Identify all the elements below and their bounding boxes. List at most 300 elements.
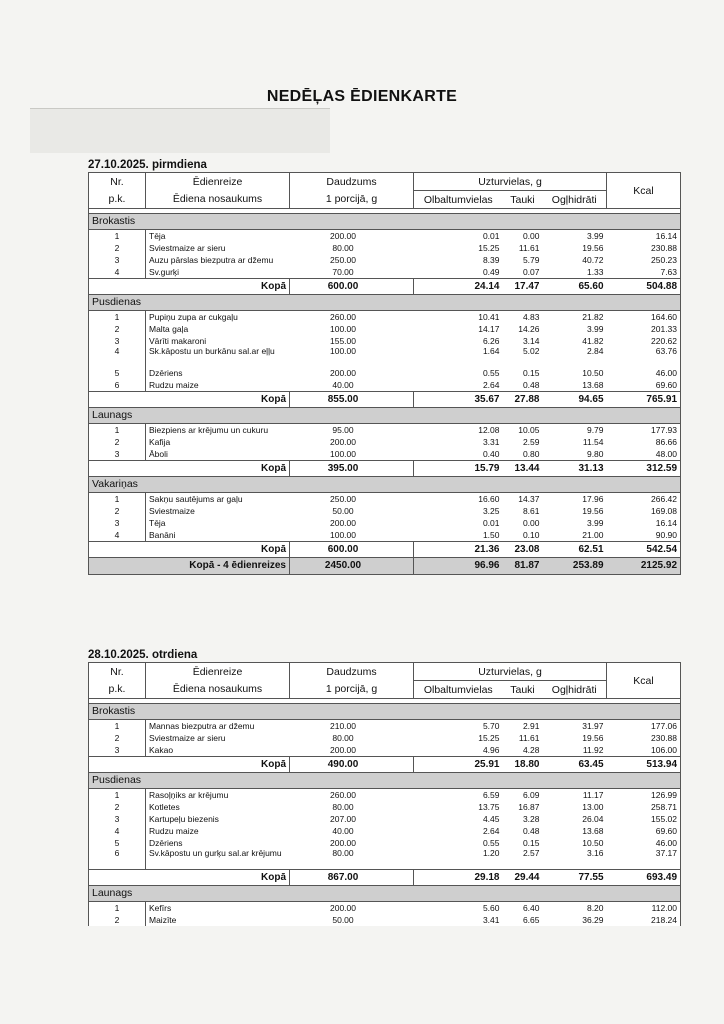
item-qty: 80.00 <box>332 849 354 858</box>
item-carbs: 11.54 <box>582 437 604 447</box>
total-kcal: 693.49 <box>607 870 681 886</box>
header-qty: Daudzums <box>290 663 414 681</box>
item-name: Kafija <box>146 436 290 448</box>
table-row <box>89 505 681 517</box>
header-dish: Ēdiena nosaukums <box>146 681 290 699</box>
item-qty: 210.00 <box>330 721 356 731</box>
item-nr: 5 <box>89 367 146 379</box>
day-section-monday <box>88 158 680 575</box>
item-kcal: 169.08 <box>607 505 681 517</box>
table-row <box>89 367 681 379</box>
item-fat: 0.00 <box>522 231 540 241</box>
total-carbs: 62.51 <box>543 542 607 558</box>
item-name: Rudzu maize <box>146 379 290 392</box>
item-carbs: 26.04 <box>582 814 604 824</box>
item-carbs: 10.50 <box>582 838 604 848</box>
item-name: Kotletes <box>146 801 290 813</box>
header-nutrients: Uzturvielas, g <box>414 173 607 191</box>
item-name: Sv.gurķi <box>146 266 290 279</box>
item-fat: 6.09 <box>522 790 540 800</box>
item-name: Maizīte <box>146 914 290 926</box>
item-nr: 2 <box>89 732 146 744</box>
item-kcal: 220.62 <box>607 335 681 347</box>
item-qty: 80.00 <box>332 733 354 743</box>
item-qty: 155.00 <box>330 336 356 346</box>
item-carbs: 13.68 <box>582 380 604 390</box>
meal-name: Brokastis <box>89 214 681 230</box>
item-protein: 0.40 <box>482 449 500 459</box>
table-row <box>89 825 681 837</box>
table-row <box>89 849 681 870</box>
item-carbs: 13.00 <box>582 802 604 812</box>
meal-total-row <box>89 542 681 558</box>
item-name: Dzēriens <box>146 837 290 849</box>
item-fat: 6.65 <box>522 915 540 925</box>
item-kcal: 46.00 <box>607 837 681 849</box>
item-nr: 3 <box>89 744 146 757</box>
item-nr: 2 <box>89 436 146 448</box>
item-kcal: 177.93 <box>607 424 681 437</box>
item-kcal: 155.02 <box>607 813 681 825</box>
item-protein: 6.59 <box>482 790 500 800</box>
item-nr: 3 <box>89 813 146 825</box>
meal-header-row <box>89 773 681 789</box>
total-kcal: 504.88 <box>607 279 681 295</box>
item-kcal: 230.88 <box>607 732 681 744</box>
meal-header-row <box>89 295 681 311</box>
total-protein: 25.91 <box>414 757 503 773</box>
item-protein: 3.25 <box>482 506 500 516</box>
item-qty: 250.00 <box>330 494 356 504</box>
total-kcal: 312.59 <box>607 461 681 477</box>
item-qty: 260.00 <box>330 790 356 800</box>
meal-total-row <box>89 757 681 773</box>
item-carbs: 21.00 <box>582 530 604 540</box>
item-qty: 100.00 <box>330 347 356 356</box>
item-name: Āboli <box>146 448 290 461</box>
table-row <box>89 436 681 448</box>
item-protein: 2.64 <box>482 826 500 836</box>
item-protein: 3.31 <box>482 437 500 447</box>
item-kcal: 201.33 <box>607 323 681 335</box>
item-fat: 5.02 <box>522 347 540 356</box>
item-qty: 70.00 <box>332 267 354 277</box>
total-carbs: 77.55 <box>543 870 607 886</box>
item-carbs: 11.17 <box>582 790 604 800</box>
table-row <box>89 493 681 506</box>
table-row <box>89 230 681 243</box>
total-protein: 15.79 <box>414 461 503 477</box>
meal-name: Brokastis <box>89 704 681 720</box>
item-fat: 0.80 <box>522 449 540 459</box>
item-protein: 16.60 <box>478 494 500 504</box>
item-kcal: 177.06 <box>607 720 681 733</box>
item-carbs: 9.80 <box>586 449 604 459</box>
item-nr: 3 <box>89 448 146 461</box>
table-row <box>89 529 681 542</box>
item-qty: 40.00 <box>332 380 354 390</box>
item-name: Vārīti makaroni <box>146 335 290 347</box>
item-protein: 6.26 <box>482 336 500 346</box>
item-fat: 14.37 <box>518 494 540 504</box>
item-fat: 0.48 <box>522 826 540 836</box>
total-fat: 13.44 <box>503 461 543 477</box>
header-subrow <box>89 191 681 209</box>
total-fat: 18.80 <box>503 757 543 773</box>
item-kcal: 16.14 <box>607 517 681 529</box>
total-carbs: 31.13 <box>543 461 607 477</box>
item-nr: 3 <box>89 254 146 266</box>
header-pk: p.k. <box>89 681 146 699</box>
item-fat: 0.15 <box>522 368 540 378</box>
header-qty: Daudzums <box>290 173 414 191</box>
item-kcal: 106.00 <box>607 744 681 757</box>
table-row <box>89 242 681 254</box>
table-row <box>89 789 681 802</box>
item-qty: 200.00 <box>330 437 356 447</box>
item-kcal: 164.60 <box>607 311 681 324</box>
total-kcal: 513.94 <box>607 757 681 773</box>
total-protein: 29.18 <box>414 870 503 886</box>
item-nr: 4 <box>89 825 146 837</box>
table-row <box>89 254 681 266</box>
item-name: Sv.kāpostu un gurķu sal.ar krējumu <box>146 849 290 870</box>
item-carbs: 19.56 <box>582 733 604 743</box>
item-name: Biezpiens ar krējumu un cukuru <box>146 424 290 437</box>
item-protein: 0.55 <box>482 838 500 848</box>
total-carbs: 94.65 <box>543 392 607 408</box>
item-nr: 1 <box>89 230 146 243</box>
item-qty: 200.00 <box>330 368 356 378</box>
item-qty: 207.00 <box>330 814 356 824</box>
meal-name: Pusdienas <box>89 295 681 311</box>
item-carbs: 19.56 <box>582 506 604 516</box>
total-label: Kopā <box>146 542 290 558</box>
table-row <box>89 323 681 335</box>
header-pk: p.k. <box>89 191 146 209</box>
header-carbs: Ogļhidrāti <box>543 191 607 209</box>
item-name: Tēja <box>146 517 290 529</box>
total-fat: 17.47 <box>503 279 543 295</box>
header-kcal: Kcal <box>607 173 681 209</box>
item-carbs: 3.16 <box>586 849 604 858</box>
item-protein: 5.60 <box>482 903 500 913</box>
item-name: Sviestmaize <box>146 505 290 517</box>
item-carbs: 31.97 <box>582 721 604 731</box>
item-carbs: 19.56 <box>582 243 604 253</box>
table-row <box>89 801 681 813</box>
item-protein: 15.25 <box>478 733 500 743</box>
item-fat: 11.61 <box>518 243 540 253</box>
table-row <box>89 813 681 825</box>
item-protein: 3.41 <box>482 915 500 925</box>
total-label: Kopā <box>146 757 290 773</box>
item-name: Sk.kāpostu un burkānu sal.ar eļļu <box>146 347 290 367</box>
item-name: Dzēriens <box>146 367 290 379</box>
item-protein: 13.75 <box>478 802 500 812</box>
total-fat: 29.44 <box>503 870 543 886</box>
grand-label: Kopā - 4 ēdienreizes <box>146 558 290 575</box>
item-carbs: 3.99 <box>586 324 604 334</box>
header-dish: Ēdiena nosaukums <box>146 191 290 209</box>
item-kcal: 258.71 <box>607 801 681 813</box>
item-nr: 4 <box>89 347 146 367</box>
item-qty: 200.00 <box>330 838 356 848</box>
item-qty: 50.00 <box>332 506 354 516</box>
item-carbs: 36.29 <box>582 915 604 925</box>
item-nr: 2 <box>89 801 146 813</box>
item-qty: 95.00 <box>332 425 354 435</box>
item-fat: 10.05 <box>518 425 540 435</box>
item-fat: 6.40 <box>522 903 540 913</box>
item-kcal: 7.63 <box>607 266 681 279</box>
total-qty: 600.00 <box>290 542 414 558</box>
item-nr: 1 <box>89 493 146 506</box>
total-qty: 867.00 <box>290 870 414 886</box>
item-nr: 2 <box>89 323 146 335</box>
header-nutrients: Uzturvielas, g <box>414 663 607 681</box>
total-qty: 490.00 <box>290 757 414 773</box>
header-nr: Nr. <box>89 663 146 681</box>
item-carbs: 8.20 <box>586 903 604 913</box>
item-carbs: 1.33 <box>586 267 604 277</box>
item-kcal: 46.00 <box>607 367 681 379</box>
item-kcal: 16.14 <box>607 230 681 243</box>
total-kcal: 542.54 <box>607 542 681 558</box>
meal-total-row <box>89 279 681 295</box>
header-nr: Nr. <box>89 173 146 191</box>
meal-total-row <box>89 461 681 477</box>
item-qty: 200.00 <box>330 903 356 913</box>
item-protein: 1.50 <box>482 530 500 540</box>
header-fat: Tauki <box>503 681 543 699</box>
item-name: Banāni <box>146 529 290 542</box>
menu-table <box>88 172 681 575</box>
total-qty: 395.00 <box>290 461 414 477</box>
table-row <box>89 902 681 915</box>
total-label: Kopā <box>146 870 290 886</box>
day-section-tuesday <box>88 648 680 926</box>
item-fat: 2.91 <box>522 721 540 731</box>
total-carbs: 63.45 <box>543 757 607 773</box>
item-nr: 1 <box>89 789 146 802</box>
item-kcal: 126.99 <box>607 789 681 802</box>
item-carbs: 17.96 <box>582 494 604 504</box>
item-qty: 200.00 <box>330 231 356 241</box>
total-label: Kopā <box>146 279 290 295</box>
item-fat: 2.57 <box>522 849 540 858</box>
item-name: Mannas biezputra ar džemu <box>146 720 290 733</box>
item-kcal: 48.00 <box>607 448 681 461</box>
day-grand-total-row <box>89 558 681 575</box>
item-nr: 1 <box>89 902 146 915</box>
item-qty: 200.00 <box>330 518 356 528</box>
item-protein: 0.01 <box>482 518 500 528</box>
item-fat: 4.28 <box>522 745 540 755</box>
item-qty: 40.00 <box>332 826 354 836</box>
table-row <box>89 311 681 324</box>
item-carbs: 10.50 <box>582 368 604 378</box>
item-name: Auzu pārslas biezputra ar džemu <box>146 254 290 266</box>
item-protein: 14.17 <box>478 324 500 334</box>
header-row <box>89 173 681 191</box>
item-protein: 4.45 <box>482 814 500 824</box>
item-name: Pupiņu zupa ar cukgaļu <box>146 311 290 324</box>
item-kcal: 86.66 <box>607 436 681 448</box>
table-row <box>89 914 681 926</box>
item-nr: 5 <box>89 837 146 849</box>
meal-name: Launags <box>89 886 681 902</box>
item-carbs: 40.72 <box>582 255 604 265</box>
item-carbs: 41.82 <box>582 336 604 346</box>
meal-header-row <box>89 886 681 902</box>
grand-qty: 2450.00 <box>290 558 414 575</box>
total-label: Kopā <box>146 461 290 477</box>
item-fat: 5.79 <box>522 255 540 265</box>
item-name: Rasoļņiks ar krējumu <box>146 789 290 802</box>
item-carbs: 11.92 <box>582 745 604 755</box>
table-row <box>89 266 681 279</box>
meal-total-row <box>89 392 681 408</box>
item-protein: 4.96 <box>482 745 500 755</box>
item-protein: 12.08 <box>478 425 500 435</box>
item-nr: 3 <box>89 517 146 529</box>
total-protein: 35.67 <box>414 392 503 408</box>
day-date: 27.10.2025. pirmdiena <box>88 159 207 171</box>
item-protein: 10.41 <box>478 312 500 322</box>
item-fat: 0.00 <box>522 518 540 528</box>
item-qty: 200.00 <box>330 745 356 755</box>
item-kcal: 37.17 <box>607 849 681 870</box>
item-fat: 3.14 <box>522 336 540 346</box>
table-row <box>89 744 681 757</box>
item-nr: 4 <box>89 529 146 542</box>
header-portion: 1 porcijā, g <box>290 191 414 209</box>
item-name: Kefīrs <box>146 902 290 915</box>
item-nr: 2 <box>89 914 146 926</box>
item-kcal: 266.42 <box>607 493 681 506</box>
item-fat: 8.61 <box>522 506 540 516</box>
item-fat: 16.87 <box>518 802 540 812</box>
item-name: Kartupeļu biezenis <box>146 813 290 825</box>
item-nr: 1 <box>89 720 146 733</box>
item-carbs: 21.82 <box>582 312 604 322</box>
item-fat: 0.07 <box>522 267 540 277</box>
background-paper-band <box>30 108 330 153</box>
item-protein: 0.49 <box>482 267 500 277</box>
item-name: Malta gaļa <box>146 323 290 335</box>
item-fat: 3.28 <box>522 814 540 824</box>
item-carbs: 9.79 <box>586 425 604 435</box>
header-kcal: Kcal <box>607 663 681 699</box>
header-protein: Olbaltumvielas <box>414 681 503 699</box>
item-fat: 0.48 <box>522 380 540 390</box>
table-row <box>89 720 681 733</box>
item-name: Sviestmaize ar sieru <box>146 732 290 744</box>
header-carbs: Ogļhidrāti <box>543 681 607 699</box>
item-qty: 250.00 <box>330 255 356 265</box>
item-qty: 100.00 <box>330 530 356 540</box>
item-nr: 3 <box>89 335 146 347</box>
item-qty: 80.00 <box>332 243 354 253</box>
page-title: NEDĒĻAS ĒDIENKARTE <box>266 88 458 105</box>
meal-header-row <box>89 477 681 493</box>
item-fat: 11.61 <box>518 733 540 743</box>
total-label: Kopā <box>146 392 290 408</box>
grand-fat: 81.87 <box>503 558 543 575</box>
item-name: Rudzu maize <box>146 825 290 837</box>
header-subrow <box>89 681 681 699</box>
item-name: Sakņu sautējums ar gaļu <box>146 493 290 506</box>
table-row <box>89 837 681 849</box>
item-protein: 1.64 <box>482 347 500 356</box>
item-nr: 2 <box>89 505 146 517</box>
item-fat: 0.10 <box>522 530 540 540</box>
item-carbs: 3.99 <box>586 231 604 241</box>
table-row <box>89 424 681 437</box>
table-row <box>89 335 681 347</box>
item-fat: 2.59 <box>522 437 540 447</box>
header-protein: Olbaltumvielas <box>414 191 503 209</box>
grand-protein: 96.96 <box>414 558 503 575</box>
item-protein: 0.01 <box>482 231 500 241</box>
header-portion: 1 porcijā, g <box>290 681 414 699</box>
header-fat: Tauki <box>503 191 543 209</box>
day-date: 28.10.2025. otrdiena <box>88 649 198 661</box>
item-name: Tēja <box>146 230 290 243</box>
item-kcal: 218.24 <box>607 914 681 926</box>
item-name: Kakao <box>146 744 290 757</box>
item-qty: 260.00 <box>330 312 356 322</box>
item-nr: 6 <box>89 849 146 870</box>
item-fat: 0.15 <box>522 838 540 848</box>
meal-header-row <box>89 704 681 720</box>
total-fat: 23.08 <box>503 542 543 558</box>
item-kcal: 90.90 <box>607 529 681 542</box>
grand-carbs: 253.89 <box>543 558 607 575</box>
item-fat: 14.26 <box>518 324 540 334</box>
table-row <box>89 379 681 392</box>
item-kcal: 230.88 <box>607 242 681 254</box>
total-protein: 24.14 <box>414 279 503 295</box>
total-protein: 21.36 <box>414 542 503 558</box>
total-fat: 27.88 <box>503 392 543 408</box>
item-kcal: 69.60 <box>607 379 681 392</box>
table-row <box>89 732 681 744</box>
item-nr: 1 <box>89 424 146 437</box>
table-row <box>89 448 681 461</box>
item-protein: 1.20 <box>482 849 500 858</box>
item-kcal: 250.23 <box>607 254 681 266</box>
item-carbs: 3.99 <box>586 518 604 528</box>
meal-name: Pusdienas <box>89 773 681 789</box>
item-kcal: 63.76 <box>607 347 681 367</box>
header-row <box>89 663 681 681</box>
item-protein: 15.25 <box>478 243 500 253</box>
item-kcal: 69.60 <box>607 825 681 837</box>
item-nr: 6 <box>89 379 146 392</box>
item-qty: 100.00 <box>330 324 356 334</box>
item-kcal: 112.00 <box>607 902 681 915</box>
item-nr: 1 <box>89 311 146 324</box>
grand-kcal: 2125.92 <box>607 558 681 575</box>
item-fat: 4.83 <box>522 312 540 322</box>
item-qty: 50.00 <box>332 915 354 925</box>
item-qty: 100.00 <box>330 449 356 459</box>
table-row <box>89 517 681 529</box>
meal-header-row <box>89 214 681 230</box>
item-protein: 0.55 <box>482 368 500 378</box>
